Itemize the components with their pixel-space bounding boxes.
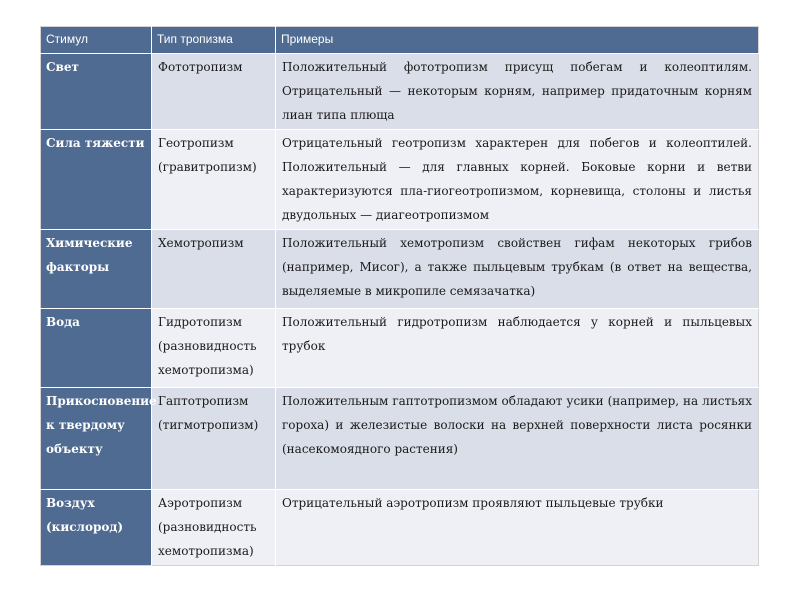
- stimulus-cell: Свет: [41, 54, 152, 130]
- table-row: [41, 54, 759, 130]
- table-body: [41, 54, 759, 566]
- tropism-type-cell: Хемотропизм: [152, 230, 276, 309]
- header-stimulus: Стимул: [41, 27, 152, 54]
- table-row: [41, 388, 759, 490]
- stimulus-cell: Вода: [41, 309, 152, 388]
- examples-cell: Положительный фототропизм присущ побегам и колеоптилям. Отрицательный — некоторым корням, например придаточным корням лиан типа плюща: [276, 54, 759, 130]
- table-row: [41, 490, 759, 566]
- table-header: [41, 27, 759, 54]
- examples-cell: Положительным гаптотропизмом обладают усики (например, на листьях гороха) и железистые волоски на верхней поверхности листа росянки (насекомоядного растения): [276, 388, 759, 490]
- stimulus-cell: Химические факторы: [41, 230, 152, 309]
- table-row: [41, 309, 759, 388]
- header-tropism-type: Тип тропизма: [152, 27, 276, 54]
- stimulus-cell: Воздух (кислород): [41, 490, 152, 566]
- tropism-type-cell: Фототропизм: [152, 54, 276, 130]
- examples-cell: Положительный гидротропизм наблюдается у корней и пыльцевых трубок: [276, 309, 759, 388]
- stimulus-cell: Прикосновение к твердому объекту: [41, 388, 152, 490]
- examples-cell: Положительный хемотропизм свойствен гифам некоторых грибов (например, Мисог), а также пыльцевым трубкам (в ответ на вещества, выделяемые в микропиле семязачатка): [276, 230, 759, 309]
- table-row: [41, 230, 759, 309]
- tropism-type-cell: Гаптотропизм (тигмотропизм): [152, 388, 276, 490]
- tropism-type-cell: Аэротропизм (разновидность хемотропизма): [152, 490, 276, 566]
- examples-cell: Отрицательный аэротропизм проявляют пыльцевые трубки: [276, 490, 759, 566]
- examples-cell: Отрицательный геотропизм характерен для побегов и колеоптилей. Положительный — для главных корней. Боковые корни и ветви характеризуются пла-гиогеотропизмом, корневища, столоны и листья двудольных — диагеотропизмом: [276, 130, 759, 230]
- tropism-type-cell: Геотропизм (гравитропизм): [152, 130, 276, 230]
- header-examples: Примеры: [276, 27, 759, 54]
- tropism-type-cell: Гидротопизм (разновидность хемотропизма): [152, 309, 276, 388]
- tropism-table: [40, 26, 759, 566]
- header-row: [41, 27, 759, 54]
- stimulus-cell: Сила тяжести: [41, 130, 152, 230]
- table-row: [41, 130, 759, 230]
